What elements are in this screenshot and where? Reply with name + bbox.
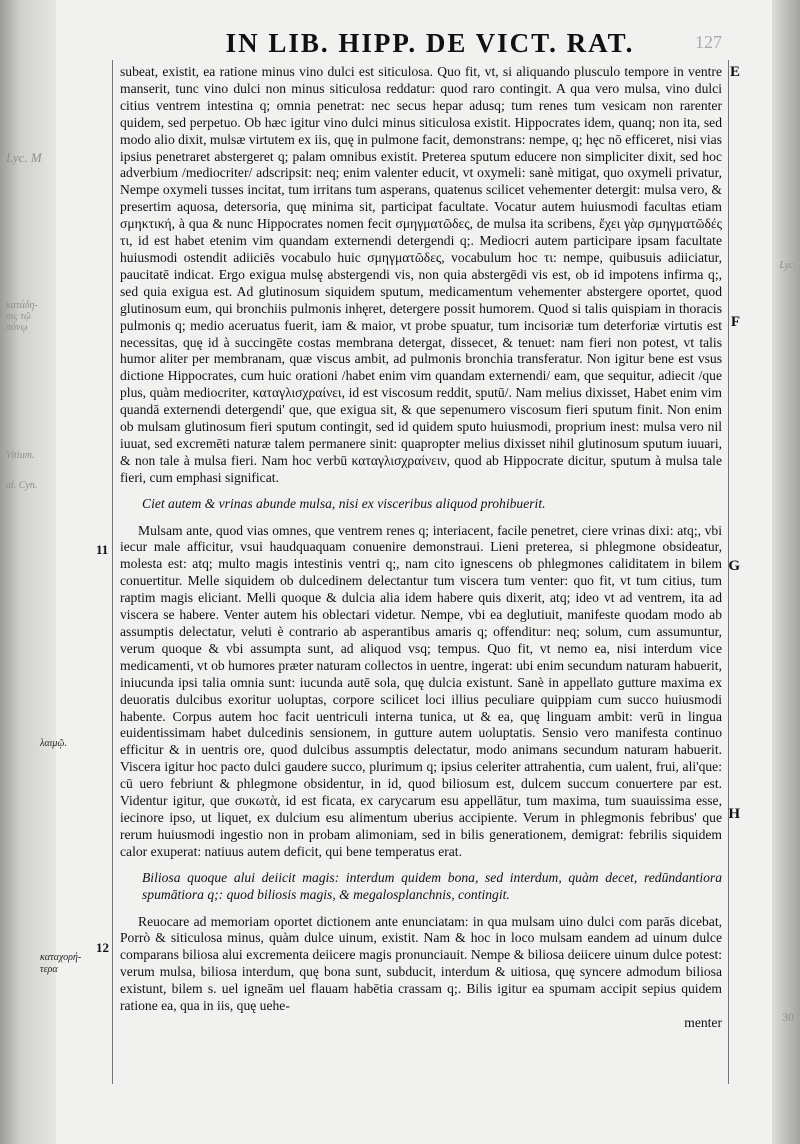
right-note-3: 30 [782,1010,794,1024]
section-letter-g: G [728,558,740,574]
margin-rule-left [112,60,113,1084]
lemma-12: Biliosa quoque alui deiicit magis: interdum quidem bona, sed interdum, quàm decet, redūndantiora spumātiora q;: quod biliosis magis, & megalosplanchnis, contingit. [142,869,722,902]
section-letter-h: H [728,806,740,822]
left-note-1: κατάδη- σις τῷ πόνῳ [6,300,38,333]
lemma-11: Ciet autem & vrinas abunde mulsa, nisi ex visceribus aliquod prohibuerit. [142,495,546,511]
page-number: 127 [695,32,722,52]
section-letter-e: E [729,64,740,80]
paragraph-1: subeat, existit, ea ratione minus vino dulci est siticulosa. Quo fit, vt, si aliquando plusculo tempore in ventre manserit, tunc vino dulci non minus siticulosa reddatur: quod raro contingit. A qua vero mulsa, vino dulci citius ventrem intestina q; omnia penetrat: nec secus hepar adusq; tum renes tum vesicam non rarenter quidem, sed perpetuo. Ob hæc igitur vino dulci minus siticulosa existit. Hippocrates idem, quanq; non ita, sed modo alio dixit, mulsæ virtutem ex iis, quę in pulmone facit, demonstrans: nempe, q; hęc nō efficeret, nisi vias ipsius penetraret abstergeret q; palam omnibus existit. Preterea sputum educere non simpliciter dixit, sed hoc adverbium /mediocriter/ adscripsit: neq; enim valenter educit, vt oxymeli: sanè mitigat, quo oxymeli privatur, Nempe oxymeli tusses incitat, tum irritans tum asperans, quatenus scilicet vehementer detergit: mulsa vero, & presertim aquosa, detersoria, quę minima sit, participat facultate. Vocatur autem huiusmodi facultas etiam σμηκτική, à qua & nunc Hippocrates nomen fecit σμηγματῶδες, de mulsa ita scribens, ἔχει γὰρ σμηγματῶδές τι, id est habet etenim vim quandam externendi detergendi q;. Mediocri autem participare ipsam facultate huiusmodi ostendit adiiciēs vocabulo huic σμηγματῶδες, vocabulum hoc τι: nempe, quibusuis adiiciatur, paucitatē indicat. Ergo exigua mulsę abstergendi vis, non quia abstergēdi vis est, ob id impotens infirma q;, sed quia exigua est. Ad glutinosum siquidem sputum, medicamentum vehementer abstergere oportet, quod glutinosum eum, qui bronchiis pulmonis inhęret, detergere possit humorem. Quod si talis quispiam in thoracis pulmonis q; medio aceruatus fuerit, iam & maior, vt probe spuatur, tum incisoriæ tum deterforiæ virtutis est necessitas, quę id à succingēte costas membrana detergat, dissecet, & tenuet: nam fieri non potest, vt talis humor aliter per membranam, quæ viscus ambit, ad pulmonis bronchia transferatur. Non igitur bene est vsus dictione Hippocrates, cum huic orationi /habet enim vim quandam externendi/ eam, que sequitur, adiecit /que plus, quàm mediocriter, καταγλισχραίνει, id est viscosum reddit, sputū/. Nam melius dixisset, Habet enim vim quandā externendi detergendi' que, que exigua sit, & que sepenumero viscosum fieri sputum finit. Non enim ob mulsam glutinosum fieri sputum contingit, sed id quidem sputo huiusmodi, proprium inest: mulsa vero nil iuuat, sed excremēti naturæ talem permanere sinit: quapropter melius dixisset nihil glutinosum sputum iuuari, & non tale à mulsa fieri. Nam hoc verbū καταγλισχραίνειν, quod ab Hippocrate dicitur, sputum à mulsa tale fieri, cum emphasi significat. [120,64,722,485]
section-letter-f: F [730,314,740,330]
left-note-3: al. Cyn. [6,480,38,491]
catchword: menter [684,1014,722,1030]
marginal-gloss-2: καταχορή- τερα [40,952,82,975]
right-note-2: Lyc. [779,260,796,271]
section-number-12: 12 [96,940,109,955]
right-page-edge [772,0,800,1144]
paragraph-3: Reuocare ad memoriam oportet dictionem ante enunciatam: in qua mulsam uino dulci com parās dicebat, Porrò & siticulosa minus, quàm dulce uinum, existit. Nam & hoc in loco mulsam eandem ad uinum dulce comparans biliosa alui excrementa deiicere magis pronunciauit. Nempe & biliosa deiicere uinum dulce potest: verum mulsa, biliosa interdum, quę bona sunt, subducit, interdum & uitiosa, quę syncere admodum biliosa existunt, bilem s. uel igneām uel flauam habētia crassam q;. Bilis igitur ea spumam accipit sepius quidem ratione ea, qua in iis, quę uehe- [120,913,722,1014]
left-note-2: Vitium. [6,450,35,461]
section-number-11: 11 [96,542,109,557]
main-text-block [120,64,722,1032]
running-head: IN LIB. HIPP. DE VICT. RAT. [225,28,635,58]
right-note-1: Lyc. M [6,150,42,165]
paragraph-2: Mulsam ante, quod vias omnes, que ventrem renes q; interiacent, facile penetret, ciere vrinas dixi: atq;, vbi iecur male afficitur, vsui haudquaquam conuenire demonstraui. Lieni preterea, si phlegmone obsideatur, molesta est: atq; multo magis intestinis ventri q;, nam cito ignescens ob phlegmones caliditatem in bilem conuertitur. Melle siquidem ob dulcedinem delectantur tum viscera tum venter: quo fit, vt tum citius, tum raptim magis eliciant. Melli quoque & dulcia alia idem habere quis dixerit, atq; ideo vt ad ventrem, ita ad viscera se habere. Venter autem his oblectari videtur. Nempe, vbi ea deglutiuit, manifeste quodam modo ab assumptis delectatur, veluti è contrario ab asperantibus amaris q; offenditur: neq; solum, cum assumuntur, verum quoque & vbi assumpta sunt, ad aliquod vsq; tempus. Quo fit, vt nemo ea, nisi interdum vice medicamenti, vt ob humores præter naturam collectos in uentre, ingerat: ubi enim secundum naturam habuerit, iniucunda ipsi talia omnia sunt: iucunda autē sola, quę dulcia existunt. Sanè in appellato gutture maxima ex deuoratis dulcibus exoritur uoluptas, corpore scilicet loci illius peculiare quippiam cum succo huiusmodi habente. Corpus autem hoc facit uentriculi interna tunica, ut & ea, quę linguam ambit: verū in lingua euidentissimam habet dulcedinis sensionem, in gutture autem uoluptatis. Sensio vero manifesta continuo efficitur & in uentris ore, quod dulcibus assumptis delectatur, modo animans secundum naturam habuerit. Viscera igitur hoc pacto dulci gaudere succo, plurimum q; ipsius celeriter attrahentia, cum ualent, frui, ali'que: cū uero febriunt & phlegmone obsidentur, in id, quod biliosum est, dulcem succum conuertere par est. Videntur igitur, que συκωτὰ, id est ficata, ex carycarum esu appellātur, tum maxima, tum suauissima esse, iecinore ipso, ut liquet, ex dulcium esu alimentum uberius accipiente. Verum in phlegmonis febribus' que rerum huiusmodi ingestio non in probam alimoniam, sed in bilis generationem, demigrat: febrilis siquidem calor exuperat: natiuus autem deficit, qui bene temperatus erat. [120,522,722,859]
marginal-gloss-1: λαιμῷ. [40,738,67,749]
